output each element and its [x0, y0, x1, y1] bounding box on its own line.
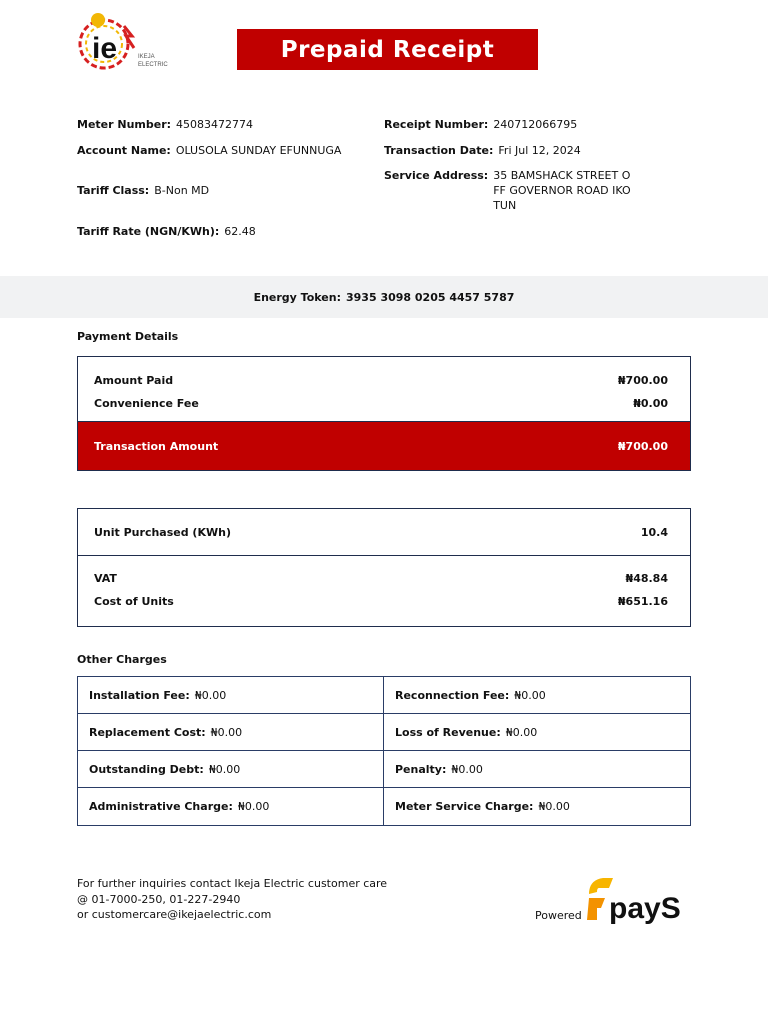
charge-cell: Loss of Revenue: ₦0.00 [384, 714, 690, 751]
meter-number: Meter Number: 45083472774 [77, 118, 254, 131]
service-address: Service Address: 35 BAMSHACK STREET OFF GOVERNOR ROAD IKOTUN [384, 169, 631, 212]
ikeja-electric-logo [76, 8, 176, 80]
transaction-amount-row: Transaction Amount ₦700.00 [78, 421, 690, 470]
charge-cell: Administrative Charge: ₦0.00 [78, 788, 384, 825]
account-name: Account Name: OLUSOLA SUNDAY EFUNNUGA [77, 144, 342, 157]
footer-contact: For further inquiries contact Ikeja Electric customer care @ 01-7000-250, 01-227-2940 or customercare@ikejaelectric.com [77, 877, 388, 921]
other-charges-title: Other Charges [77, 653, 167, 666]
charge-cell: Installation Fee: ₦0.00 [78, 677, 384, 714]
tariff-rate: Tariff Rate (NGN/KWh): 62.48 [77, 225, 256, 238]
units-box [77, 508, 691, 627]
energy-token-value: 3935 3098 0205 4457 5787 [346, 290, 515, 304]
pays-logo [585, 876, 691, 924]
svg-text:payS: payS [609, 892, 681, 924]
charge-cell: Outstanding Debt: ₦0.00 [78, 751, 384, 788]
energy-token-band [0, 276, 768, 318]
vat-row: VAT ₦48.84 [94, 572, 668, 585]
svg-text:IKEJA: IKEJA [138, 54, 155, 60]
charge-cell: Penalty: ₦0.00 [384, 751, 690, 788]
receipt-title: Prepaid Receipt [237, 29, 538, 70]
tariff-class: Tariff Class: B-Non MD [77, 184, 210, 197]
amount-paid-row: Amount Paid ₦700.00 [94, 374, 668, 387]
payment-details-box [77, 356, 691, 471]
powered-label: Powered [535, 909, 582, 922]
charge-cell: Meter Service Charge: ₦0.00 [395, 800, 570, 813]
receipt-number: Receipt Number: 240712066795 [384, 118, 578, 131]
svg-text:ie: ie [92, 32, 118, 65]
other-charges-grid [77, 676, 691, 826]
cost-of-units-row: Cost of Units ₦651.16 [94, 595, 668, 608]
charge-cell: Replacement Cost: ₦0.00 [78, 714, 384, 751]
svg-text:ELECTRIC: ELECTRIC [138, 62, 168, 68]
payment-details-title: Payment Details [77, 330, 179, 343]
unit-purchased-row: Unit Purchased (KWh) 10.4 [94, 525, 668, 539]
convenience-fee-row: Convenience Fee ₦0.00 [94, 397, 668, 410]
energy-token-label: Energy Token: [253, 290, 341, 304]
transaction-date: Transaction Date: Fri Jul 12, 2024 [384, 144, 581, 157]
charge-cell: Reconnection Fee: ₦0.00 [384, 677, 690, 714]
